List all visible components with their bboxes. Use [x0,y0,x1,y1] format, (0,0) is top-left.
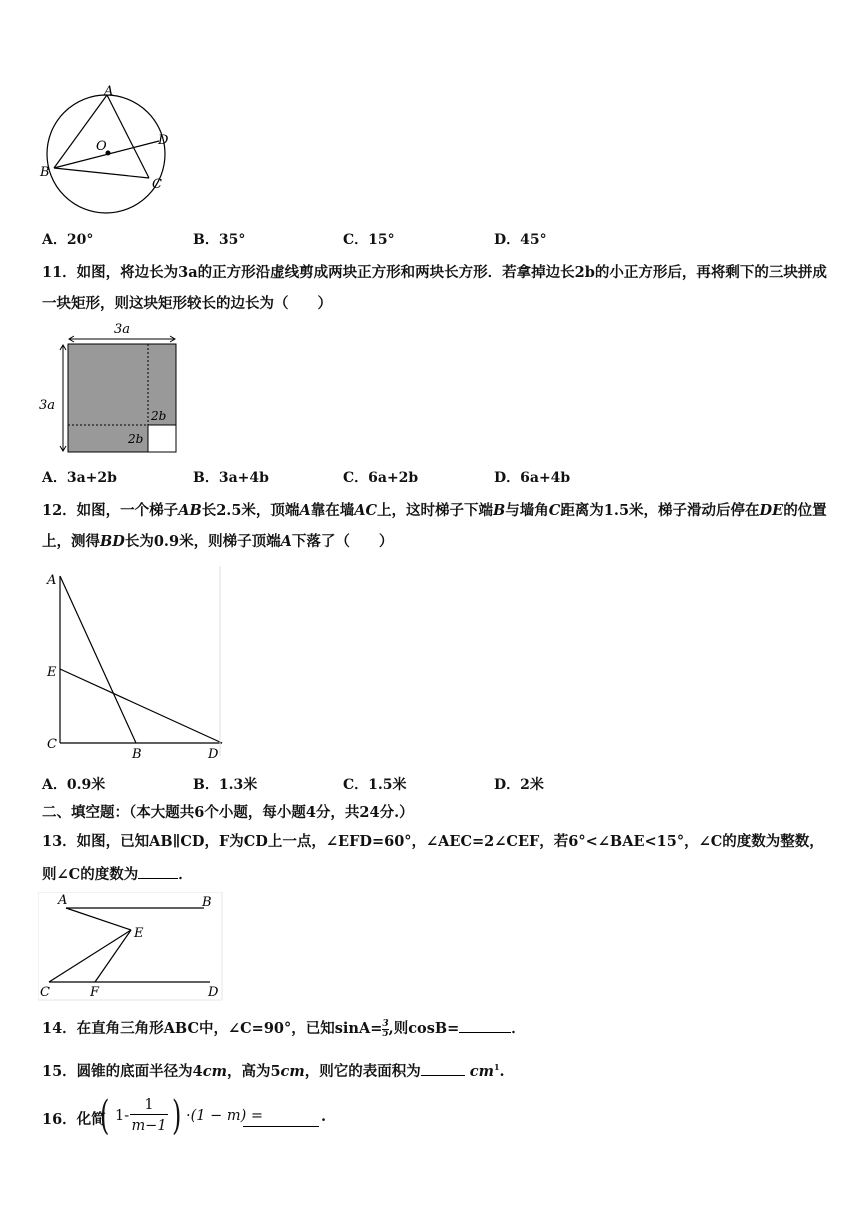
q13-label-a: A [58,893,68,908]
q16-one-minus: 1- [115,1108,130,1124]
q10-option-c: C．15° [343,232,395,248]
q10-option-d: D．45° [494,232,547,248]
q14-question-text: 14．在直角三角形ABC中，∠C=90°，已知sinA= $\frac{3}{5}$ ,则cosB= ． [42,1018,526,1039]
q11-option-a: A．3a+2b [42,470,117,486]
q16-denominator: m−1 [131,1118,167,1134]
q10-circle-figure [36,84,186,224]
q16-right-paren: ) [172,1093,182,1139]
q11-square-figure [36,316,186,458]
q12-label-b: B [132,747,142,762]
q16-answer-blank [243,1112,319,1127]
q16-end: . [321,1108,327,1125]
q11-option-c: C．6a+2b [343,470,419,486]
q11-question-text: 11．如图，将边长为3a的正方形沿虚线剪成两块正方形和两块长方形．若拿掉边长2b的小正方形后，再将剩下的三块拼成一块矩形，则这块矩形较长的边长为（ ） [42,264,827,312]
q12-option-b: B．1.3米 [193,777,258,793]
q15-answer-blank [421,1061,465,1076]
q12-label-e: E [47,665,57,680]
q10-label-c: C [152,177,162,192]
q11-label-left: 3a [39,398,56,413]
q16-question [42,1094,442,1144]
q11-option-b: B．3a+4b [193,470,269,486]
q14-answer-blank [459,1018,511,1033]
q13-question-text: 13．如图，已知AB∥CD，F为CD上一点，∠EFD=60°，∠AEC=2∠CEF，若6°<∠BAE<15°，∠C的度数为整数，则∠C的度数为 ． [42,833,824,883]
q16-numerator: 1 [130,1096,168,1115]
q13-label-c: C [40,985,50,1000]
q11-option-d: D．6a+4b [494,470,571,486]
q13-label-e: E [134,926,144,941]
q15-question-text: 15．圆锥的底面半径为4cm，高为5cm，则它的表面积为 $cm^1$. [42,1062,505,1080]
q10-option-a: A．20° [42,232,94,248]
q13-label-f: F [90,985,100,1000]
q16-left-paren: ( [100,1093,110,1139]
q10-label-o: O [96,139,107,154]
q10-label-b: B [40,165,50,180]
q16-prefix: 16．化简 [42,1111,106,1128]
q12-option-d: D．2米 [494,777,544,793]
q16-middle: ·(1 − m) = [186,1108,264,1124]
q13-label-d: D [208,985,219,1000]
q13-label-b: B [202,895,212,910]
q11-label-top: 3a [114,322,131,337]
q13-parallel-figure [38,892,228,1002]
q12-option-a: A．0.9米 [42,777,106,793]
q14-fraction: $\frac{3}{5}$ [382,1018,389,1039]
q10-label-a: A [104,84,114,99]
q13-answer-blank [138,864,178,879]
q12-label-a: A [47,573,57,588]
q10-option-b: B．35° [193,232,246,248]
q12-question-text: 12．如图，一个梯子AB长2.5米，顶端A靠在墙AC上，这时梯子下端B与墙角C距离为1.5米，梯子滑动后停在DE的位置上，测得BD长为0.9米，则梯子顶端A下落了（ ） [42,502,827,550]
q12-label-d: D [208,747,219,762]
q11-label-inner-bottom: 2b [128,432,144,446]
q12-label-c: C [47,737,57,752]
q10-label-d: D [158,133,169,148]
q12-ladder-figure [40,566,230,764]
q11-label-inner-right: 2b [151,409,167,423]
section-heading: 二、填空题：（本大题共6个小题，每小题4分，共24分.） [42,804,414,821]
q12-option-c: C．1.5米 [343,777,407,793]
